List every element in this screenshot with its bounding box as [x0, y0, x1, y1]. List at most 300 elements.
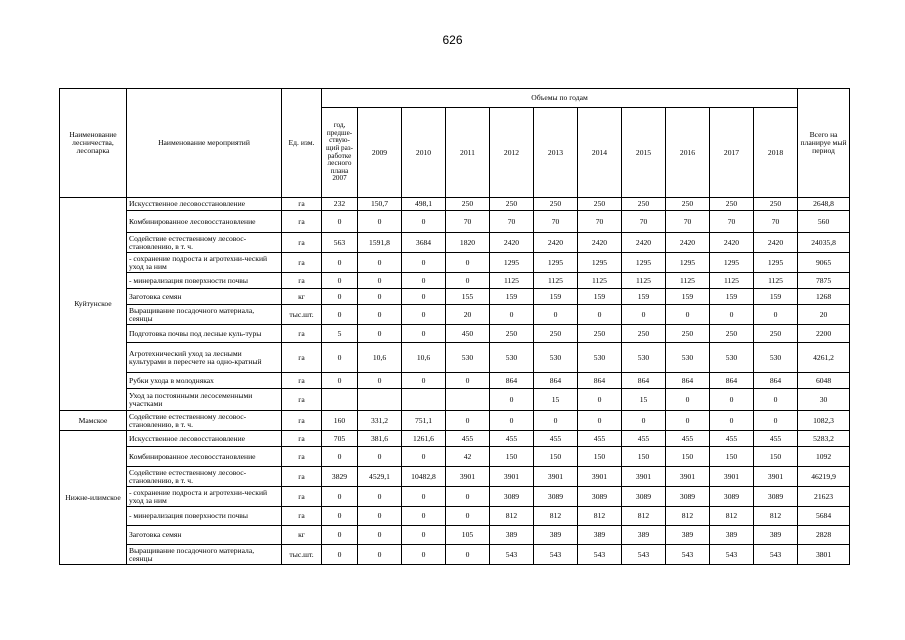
- value-cell: 3901: [622, 467, 666, 487]
- value-cell: 250: [578, 198, 622, 211]
- value-cell: 0: [446, 507, 490, 526]
- value-cell: 5: [322, 325, 358, 343]
- table-row: [60, 253, 850, 273]
- header-forestry: Наименование лесничества, лесопарка: [60, 89, 127, 198]
- value-cell: 389: [490, 526, 534, 545]
- value-cell: 2420: [754, 233, 798, 253]
- value-cell: 250: [578, 325, 622, 343]
- value-cell: 0: [358, 325, 402, 343]
- value-cell: 543: [578, 545, 622, 565]
- value-cell: 812: [710, 507, 754, 526]
- value-cell: 105: [446, 526, 490, 545]
- table-row: [60, 447, 850, 467]
- value-cell: 42: [446, 447, 490, 467]
- value-cell: 159: [490, 289, 534, 305]
- value-cell: 159: [578, 289, 622, 305]
- value-cell: 159: [754, 289, 798, 305]
- value-cell: 1820: [446, 233, 490, 253]
- value-cell: 543: [622, 545, 666, 565]
- value-cell: 0: [402, 447, 446, 467]
- value-cell: 455: [534, 431, 578, 447]
- value-cell: 0: [666, 305, 710, 325]
- value-cell: 864: [490, 373, 534, 389]
- value-cell: 0: [402, 289, 446, 305]
- value-cell: 331,2: [358, 411, 402, 431]
- value-cell: 2420: [534, 233, 578, 253]
- value-cell: [446, 389, 490, 411]
- value-cell: 1295: [710, 253, 754, 273]
- value-cell: 70: [534, 211, 578, 233]
- value-cell: 1125: [622, 273, 666, 289]
- value-cell: 389: [666, 526, 710, 545]
- value-cell: 250: [490, 325, 534, 343]
- value-cell: 0: [446, 253, 490, 273]
- value-cell: 70: [578, 211, 622, 233]
- value-cell: 250: [754, 198, 798, 211]
- value-cell: 1295: [534, 253, 578, 273]
- value-cell: 530: [710, 343, 754, 373]
- table-row: [60, 411, 850, 431]
- value-cell: 1125: [754, 273, 798, 289]
- value-cell: 1295: [754, 253, 798, 273]
- value-cell: 389: [534, 526, 578, 545]
- value-cell: 3089: [534, 487, 578, 507]
- total-cell: 4261,2: [798, 343, 850, 373]
- value-cell: 0: [578, 389, 622, 411]
- value-cell: 150: [666, 447, 710, 467]
- value-cell: 150: [754, 447, 798, 467]
- value-cell: 812: [578, 507, 622, 526]
- value-cell: 0: [666, 389, 710, 411]
- value-cell: 543: [534, 545, 578, 565]
- value-cell: 455: [578, 431, 622, 447]
- unit-cell: кг: [282, 289, 322, 305]
- value-cell: 0: [402, 253, 446, 273]
- header-activity: Наименование мероприятий: [127, 89, 282, 198]
- total-cell: 560: [798, 211, 850, 233]
- value-cell: 389: [622, 526, 666, 545]
- forestry-name: Мамское: [60, 411, 127, 431]
- value-cell: 70: [490, 211, 534, 233]
- value-cell: 250: [534, 198, 578, 211]
- value-cell: 0: [402, 305, 446, 325]
- value-cell: 1125: [710, 273, 754, 289]
- value-cell: 4529,1: [358, 467, 402, 487]
- unit-cell: га: [282, 253, 322, 273]
- value-cell: [358, 389, 402, 411]
- header-year: 2014: [578, 108, 622, 198]
- value-cell: 250: [710, 325, 754, 343]
- total-cell: 7875: [798, 273, 850, 289]
- value-cell: 0: [358, 273, 402, 289]
- total-cell: 20: [798, 305, 850, 325]
- value-cell: 0: [322, 211, 358, 233]
- activity-name: Комбинированное лесовосстановление: [127, 211, 282, 233]
- value-cell: 0: [446, 545, 490, 565]
- value-cell: 530: [754, 343, 798, 373]
- value-cell: 530: [446, 343, 490, 373]
- value-cell: 0: [358, 253, 402, 273]
- value-cell: 0: [446, 487, 490, 507]
- activity-name: Подготовка почвы под лесные куль-туры: [127, 325, 282, 343]
- value-cell: 2420: [710, 233, 754, 253]
- value-cell: 0: [358, 507, 402, 526]
- value-cell: 3089: [622, 487, 666, 507]
- value-cell: 864: [534, 373, 578, 389]
- value-cell: 864: [666, 373, 710, 389]
- value-cell: 0: [322, 253, 358, 273]
- activity-name: Заготовка семян: [127, 526, 282, 545]
- value-cell: 0: [322, 305, 358, 325]
- value-cell: 543: [710, 545, 754, 565]
- value-cell: 0: [402, 526, 446, 545]
- unit-cell: га: [282, 389, 322, 411]
- header-year: 2018: [754, 108, 798, 198]
- total-cell: 5684: [798, 507, 850, 526]
- value-cell: 0: [490, 389, 534, 411]
- table-row: [60, 289, 850, 305]
- activity-name: - минерализация поверхности почвы: [127, 273, 282, 289]
- total-cell: 6048: [798, 373, 850, 389]
- table-row: [60, 343, 850, 373]
- total-cell: 2828: [798, 526, 850, 545]
- total-cell: 9065: [798, 253, 850, 273]
- value-cell: 0: [578, 305, 622, 325]
- unit-cell: га: [282, 467, 322, 487]
- value-cell: 0: [358, 545, 402, 565]
- activity-name: - сохранение подроста и агротехни-ческий уход за ним: [127, 487, 282, 507]
- value-cell: 0: [322, 343, 358, 373]
- forest-activities-table: [59, 88, 850, 565]
- unit-cell: га: [282, 198, 322, 211]
- value-cell: 0: [622, 411, 666, 431]
- value-cell: 0: [358, 526, 402, 545]
- value-cell: 150: [578, 447, 622, 467]
- value-cell: 159: [710, 289, 754, 305]
- value-cell: 0: [402, 545, 446, 565]
- value-cell: 455: [754, 431, 798, 447]
- value-cell: 0: [754, 389, 798, 411]
- total-cell: 2200: [798, 325, 850, 343]
- value-cell: 3089: [754, 487, 798, 507]
- value-cell: 0: [534, 411, 578, 431]
- unit-cell: га: [282, 233, 322, 253]
- value-cell: 2420: [622, 233, 666, 253]
- value-cell: 0: [666, 411, 710, 431]
- value-cell: 0: [358, 373, 402, 389]
- value-cell: 1295: [666, 253, 710, 273]
- value-cell: 3901: [446, 467, 490, 487]
- header-year: 2013: [534, 108, 578, 198]
- value-cell: 0: [322, 507, 358, 526]
- forestry-name: Нижне-илимское: [60, 431, 127, 565]
- value-cell: 250: [490, 198, 534, 211]
- value-cell: 70: [754, 211, 798, 233]
- value-cell: [322, 389, 358, 411]
- value-cell: 530: [490, 343, 534, 373]
- value-cell: 0: [578, 411, 622, 431]
- value-cell: 2420: [490, 233, 534, 253]
- value-cell: 15: [622, 389, 666, 411]
- table-row: [60, 431, 850, 447]
- value-cell: 15: [534, 389, 578, 411]
- header-total: Всего на планируе мый период: [798, 89, 850, 198]
- value-cell: 150,7: [358, 198, 402, 211]
- value-cell: 530: [622, 343, 666, 373]
- value-cell: 0: [490, 305, 534, 325]
- page-number: 626: [442, 33, 463, 47]
- table-row: [60, 211, 850, 233]
- value-cell: 250: [534, 325, 578, 343]
- value-cell: 3089: [666, 487, 710, 507]
- unit-cell: га: [282, 273, 322, 289]
- activity-name: - сохранение подроста и агротехни-ческий уход за ним: [127, 253, 282, 273]
- value-cell: 20: [446, 305, 490, 325]
- value-cell: 3901: [666, 467, 710, 487]
- table-row: [60, 467, 850, 487]
- value-cell: 543: [666, 545, 710, 565]
- header-year: 2010: [402, 108, 446, 198]
- value-cell: 3829: [322, 467, 358, 487]
- value-cell: 1295: [578, 253, 622, 273]
- value-cell: 3901: [578, 467, 622, 487]
- value-cell: 10,6: [358, 343, 402, 373]
- value-cell: 0: [358, 447, 402, 467]
- table-row: [60, 389, 850, 411]
- value-cell: 563: [322, 233, 358, 253]
- value-cell: 812: [534, 507, 578, 526]
- value-cell: 10,6: [402, 343, 446, 373]
- total-cell: 3801: [798, 545, 850, 565]
- value-cell: 0: [402, 373, 446, 389]
- value-cell: 751,1: [402, 411, 446, 431]
- table-row: [60, 305, 850, 325]
- total-cell: 30: [798, 389, 850, 411]
- header-year: 2016: [666, 108, 710, 198]
- value-cell: 159: [534, 289, 578, 305]
- unit-cell: га: [282, 411, 322, 431]
- value-cell: 3089: [490, 487, 534, 507]
- value-cell: 0: [358, 305, 402, 325]
- value-cell: 250: [622, 325, 666, 343]
- value-cell: 0: [402, 487, 446, 507]
- unit-cell: га: [282, 487, 322, 507]
- value-cell: 455: [446, 431, 490, 447]
- forestry-name: Куйтунское: [60, 198, 127, 411]
- value-cell: 0: [534, 305, 578, 325]
- header-year: 2015: [622, 108, 666, 198]
- value-cell: 155: [446, 289, 490, 305]
- table-row: [60, 545, 850, 565]
- unit-cell: кг: [282, 526, 322, 545]
- value-cell: 864: [710, 373, 754, 389]
- value-cell: 250: [622, 198, 666, 211]
- value-cell: 530: [534, 343, 578, 373]
- value-cell: 1125: [490, 273, 534, 289]
- value-cell: 0: [402, 325, 446, 343]
- value-cell: 0: [402, 211, 446, 233]
- value-cell: 455: [622, 431, 666, 447]
- value-cell: 0: [754, 411, 798, 431]
- total-cell: 46219,9: [798, 467, 850, 487]
- activity-name: Искусственное лесовосстановление: [127, 198, 282, 211]
- unit-cell: га: [282, 507, 322, 526]
- activity-name: Содействие естественному лесовос-становлению, в т. ч.: [127, 467, 282, 487]
- value-cell: 250: [666, 198, 710, 211]
- value-cell: 389: [754, 526, 798, 545]
- unit-cell: га: [282, 373, 322, 389]
- value-cell: 70: [666, 211, 710, 233]
- value-cell: 1295: [622, 253, 666, 273]
- header-unit: Ед. изм.: [282, 89, 322, 198]
- value-cell: 3089: [578, 487, 622, 507]
- header-volumes: Объемы по годам: [322, 89, 798, 108]
- total-cell: 1268: [798, 289, 850, 305]
- value-cell: 0: [358, 487, 402, 507]
- activity-name: Заготовка семян: [127, 289, 282, 305]
- value-cell: 250: [666, 325, 710, 343]
- value-cell: 864: [754, 373, 798, 389]
- value-cell: 3089: [710, 487, 754, 507]
- value-cell: 812: [754, 507, 798, 526]
- value-cell: 812: [622, 507, 666, 526]
- value-cell: 0: [402, 507, 446, 526]
- table-row: [60, 526, 850, 545]
- value-cell: 455: [490, 431, 534, 447]
- value-cell: 70: [622, 211, 666, 233]
- value-cell: 3684: [402, 233, 446, 253]
- value-cell: 0: [446, 373, 490, 389]
- value-cell: 0: [490, 411, 534, 431]
- total-cell: 1082,3: [798, 411, 850, 431]
- table-row: [60, 198, 850, 211]
- value-cell: 389: [578, 526, 622, 545]
- value-cell: 812: [490, 507, 534, 526]
- value-cell: 812: [666, 507, 710, 526]
- value-cell: 0: [322, 545, 358, 565]
- value-cell: 455: [710, 431, 754, 447]
- value-cell: 3901: [490, 467, 534, 487]
- value-cell: 159: [666, 289, 710, 305]
- value-cell: 70: [446, 211, 490, 233]
- value-cell: 0: [322, 273, 358, 289]
- value-cell: 2420: [666, 233, 710, 253]
- value-cell: 0: [358, 211, 402, 233]
- value-cell: 0: [322, 487, 358, 507]
- value-cell: [402, 389, 446, 411]
- value-cell: 0: [322, 373, 358, 389]
- value-cell: 705: [322, 431, 358, 447]
- value-cell: 543: [490, 545, 534, 565]
- value-cell: 3901: [710, 467, 754, 487]
- unit-cell: га: [282, 325, 322, 343]
- value-cell: 0: [710, 389, 754, 411]
- unit-cell: тыс.шт.: [282, 545, 322, 565]
- table-row: [60, 373, 850, 389]
- activity-name: - минерализация поверхности почвы: [127, 507, 282, 526]
- activity-name: Агротехнический уход за лесными культурами в пересчете на одно-кратный: [127, 343, 282, 373]
- unit-cell: га: [282, 431, 322, 447]
- value-cell: 2420: [578, 233, 622, 253]
- value-cell: 250: [710, 198, 754, 211]
- value-cell: 0: [402, 273, 446, 289]
- table-row: [60, 487, 850, 507]
- header-year: 2017: [710, 108, 754, 198]
- activity-name: Выращивание посадочного материала, сеянцы: [127, 545, 282, 565]
- value-cell: 1261,6: [402, 431, 446, 447]
- activity-name: Уход за постоянными лесосеменными участками: [127, 389, 282, 411]
- unit-cell: тыс.шт.: [282, 305, 322, 325]
- value-cell: 0: [446, 411, 490, 431]
- unit-cell: га: [282, 211, 322, 233]
- value-cell: 450: [446, 325, 490, 343]
- value-cell: 0: [622, 305, 666, 325]
- header-year: 2009: [358, 108, 402, 198]
- value-cell: 0: [710, 411, 754, 431]
- header-year: 2011: [446, 108, 490, 198]
- value-cell: 0: [322, 289, 358, 305]
- unit-cell: га: [282, 343, 322, 373]
- table-row: [60, 325, 850, 343]
- activity-name: Искусственное лесовосстановление: [127, 431, 282, 447]
- total-cell: 21623: [798, 487, 850, 507]
- header-year: 2012: [490, 108, 534, 198]
- table-row: [60, 507, 850, 526]
- value-cell: 70: [710, 211, 754, 233]
- activity-name: Выращивание посадочного материала, сеянцы: [127, 305, 282, 325]
- table-row: [60, 273, 850, 289]
- value-cell: 864: [622, 373, 666, 389]
- value-cell: 381,6: [358, 431, 402, 447]
- value-cell: 10482,8: [402, 467, 446, 487]
- value-cell: 1125: [578, 273, 622, 289]
- activity-name: Комбинированное лесовосстановление: [127, 447, 282, 467]
- value-cell: 1125: [666, 273, 710, 289]
- total-cell: 1092: [798, 447, 850, 467]
- value-cell: 0: [358, 289, 402, 305]
- value-cell: 232: [322, 198, 358, 211]
- activity-name: Рубки ухода в молодняках: [127, 373, 282, 389]
- activity-name: Содействие естественному лесовос-становлению, в т. ч.: [127, 411, 282, 431]
- value-cell: 3901: [534, 467, 578, 487]
- value-cell: 150: [622, 447, 666, 467]
- value-cell: 0: [322, 526, 358, 545]
- value-cell: 160: [322, 411, 358, 431]
- value-cell: 530: [666, 343, 710, 373]
- value-cell: 150: [534, 447, 578, 467]
- value-cell: 250: [754, 325, 798, 343]
- value-cell: 0: [754, 305, 798, 325]
- value-cell: 530: [578, 343, 622, 373]
- value-cell: 250: [446, 198, 490, 211]
- table-row: [60, 233, 850, 253]
- value-cell: 150: [710, 447, 754, 467]
- value-cell: 159: [622, 289, 666, 305]
- value-cell: 498,1: [402, 198, 446, 211]
- value-cell: 455: [666, 431, 710, 447]
- value-cell: 864: [578, 373, 622, 389]
- value-cell: 0: [710, 305, 754, 325]
- total-cell: 24035,8: [798, 233, 850, 253]
- value-cell: 0: [446, 273, 490, 289]
- value-cell: 1125: [534, 273, 578, 289]
- total-cell: 5283,2: [798, 431, 850, 447]
- value-cell: 3901: [754, 467, 798, 487]
- value-cell: 0: [322, 447, 358, 467]
- value-cell: 389: [710, 526, 754, 545]
- header-prev-year: год, предше-ствую-щий раз-работке лесного плана 2007: [322, 108, 358, 198]
- value-cell: 1591,8: [358, 233, 402, 253]
